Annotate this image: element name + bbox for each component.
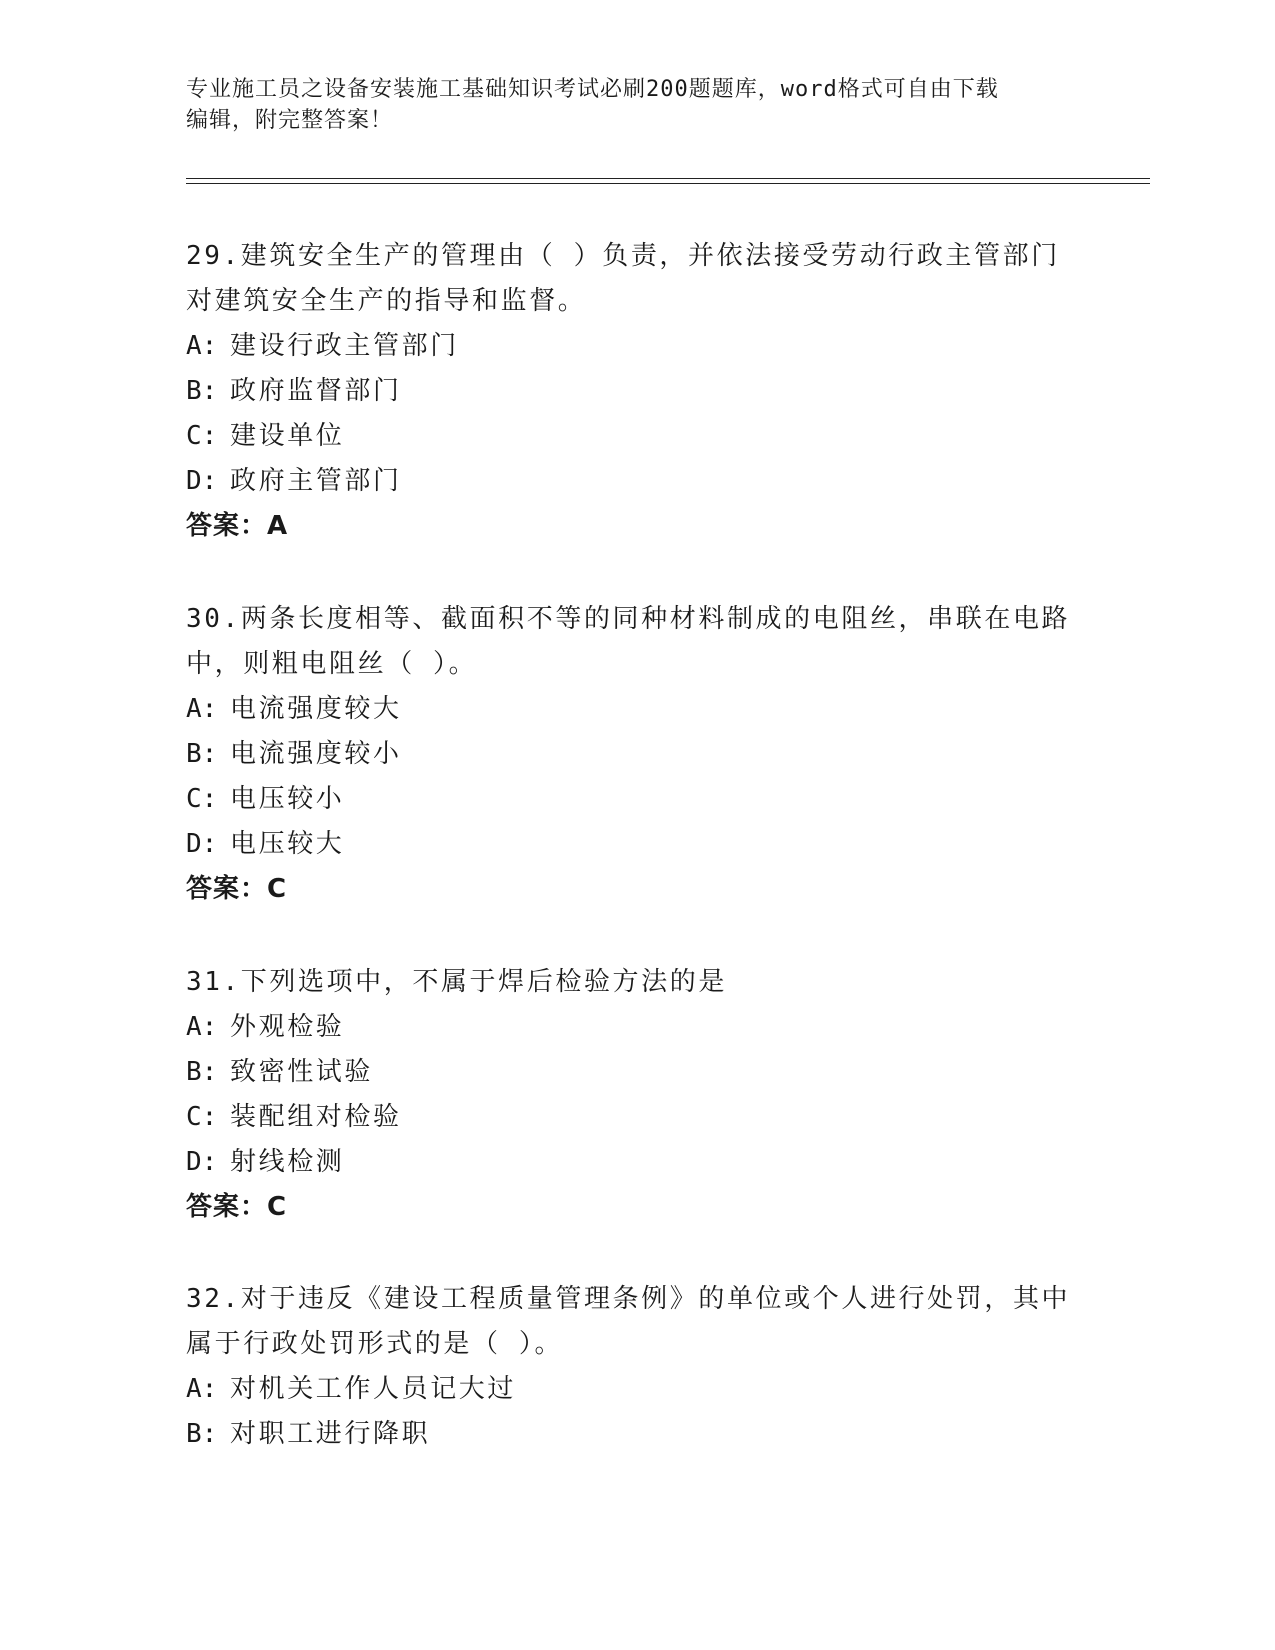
option-text: 对机关工作人员记大过	[230, 1374, 517, 1404]
question-31	[186, 960, 1086, 1230]
option-letter: A:	[186, 331, 218, 361]
option-text: 装配组对检验	[230, 1102, 402, 1132]
question-29	[186, 234, 1086, 549]
option-b	[186, 732, 1086, 777]
answer-label: 答案：C	[186, 1192, 288, 1222]
option-b	[186, 1050, 1086, 1095]
option-d	[186, 459, 1086, 504]
option-letter: C:	[186, 421, 218, 451]
option-letter: B:	[186, 1057, 218, 1087]
question-stem-line-1: 32.对于违反《建设工程质量管理条例》的单位或个人进行处罚，其中	[186, 1284, 1071, 1314]
option-text: 电压较小	[230, 784, 345, 814]
question-stem-line-1: 31.下列选项中，不属于焊后检验方法的是	[186, 967, 727, 997]
option-text: 政府监督部门	[230, 376, 402, 406]
option-text: 射线检测	[230, 1147, 345, 1177]
option-letter: C:	[186, 1102, 218, 1132]
question-stem-line-1: 29.建筑安全生产的管理由（ ）负责，并依法接受劳动行政主管部门	[186, 241, 1060, 271]
question-stem-line-1: 30.两条长度相等、截面积不等的同种材料制成的电阻丝，串联在电路	[186, 604, 1071, 634]
option-text: 电压较大	[230, 829, 345, 859]
option-text: 电流强度较小	[230, 739, 402, 769]
option-letter: B:	[186, 739, 218, 769]
option-a	[186, 1367, 1086, 1412]
answer-label: 答案：C	[186, 874, 288, 904]
question-stem-line-2: 属于行政处罚形式的是（ ）。	[186, 1329, 564, 1359]
header-title-line-1: 专业施工员之设备安装施工基础知识考试必刷200题题库，word格式可自由下载	[186, 77, 999, 102]
document-header	[186, 74, 1066, 136]
option-letter: B:	[186, 1419, 218, 1449]
question-32	[186, 1277, 1086, 1457]
option-letter: A:	[186, 1374, 218, 1404]
option-letter: D:	[186, 1147, 218, 1177]
question-30	[186, 597, 1086, 912]
header-divider-bottom	[186, 183, 1150, 184]
option-d	[186, 822, 1086, 867]
option-letter: D:	[186, 829, 218, 859]
option-text: 外观检验	[230, 1012, 345, 1042]
option-text: 建设单位	[230, 421, 345, 451]
option-text: 电流强度较大	[230, 694, 402, 724]
question-stem-line-2: 中，则粗电阻丝（ ）。	[186, 649, 478, 679]
header-divider-top	[186, 178, 1150, 179]
header-title-line-2: 编辑，附完整答案！	[186, 108, 394, 133]
option-text: 政府主管部门	[230, 466, 402, 496]
question-stem-line-2: 对建筑安全生产的指导和监督。	[186, 286, 587, 316]
option-letter: A:	[186, 694, 218, 724]
option-a	[186, 324, 1086, 369]
option-c	[186, 777, 1086, 822]
option-letter: B:	[186, 376, 218, 406]
option-letter: A:	[186, 1012, 218, 1042]
option-c	[186, 414, 1086, 459]
option-letter: D:	[186, 466, 218, 496]
option-b	[186, 1412, 1086, 1457]
option-c	[186, 1095, 1086, 1140]
option-text: 建设行政主管部门	[230, 331, 459, 361]
option-d	[186, 1140, 1086, 1185]
option-text: 对职工进行降职	[230, 1419, 431, 1449]
option-a	[186, 1005, 1086, 1050]
answer-label: 答案：A	[186, 511, 289, 541]
option-b	[186, 369, 1086, 414]
option-text: 致密性试验	[230, 1057, 374, 1087]
option-letter: C:	[186, 784, 218, 814]
option-a	[186, 687, 1086, 732]
